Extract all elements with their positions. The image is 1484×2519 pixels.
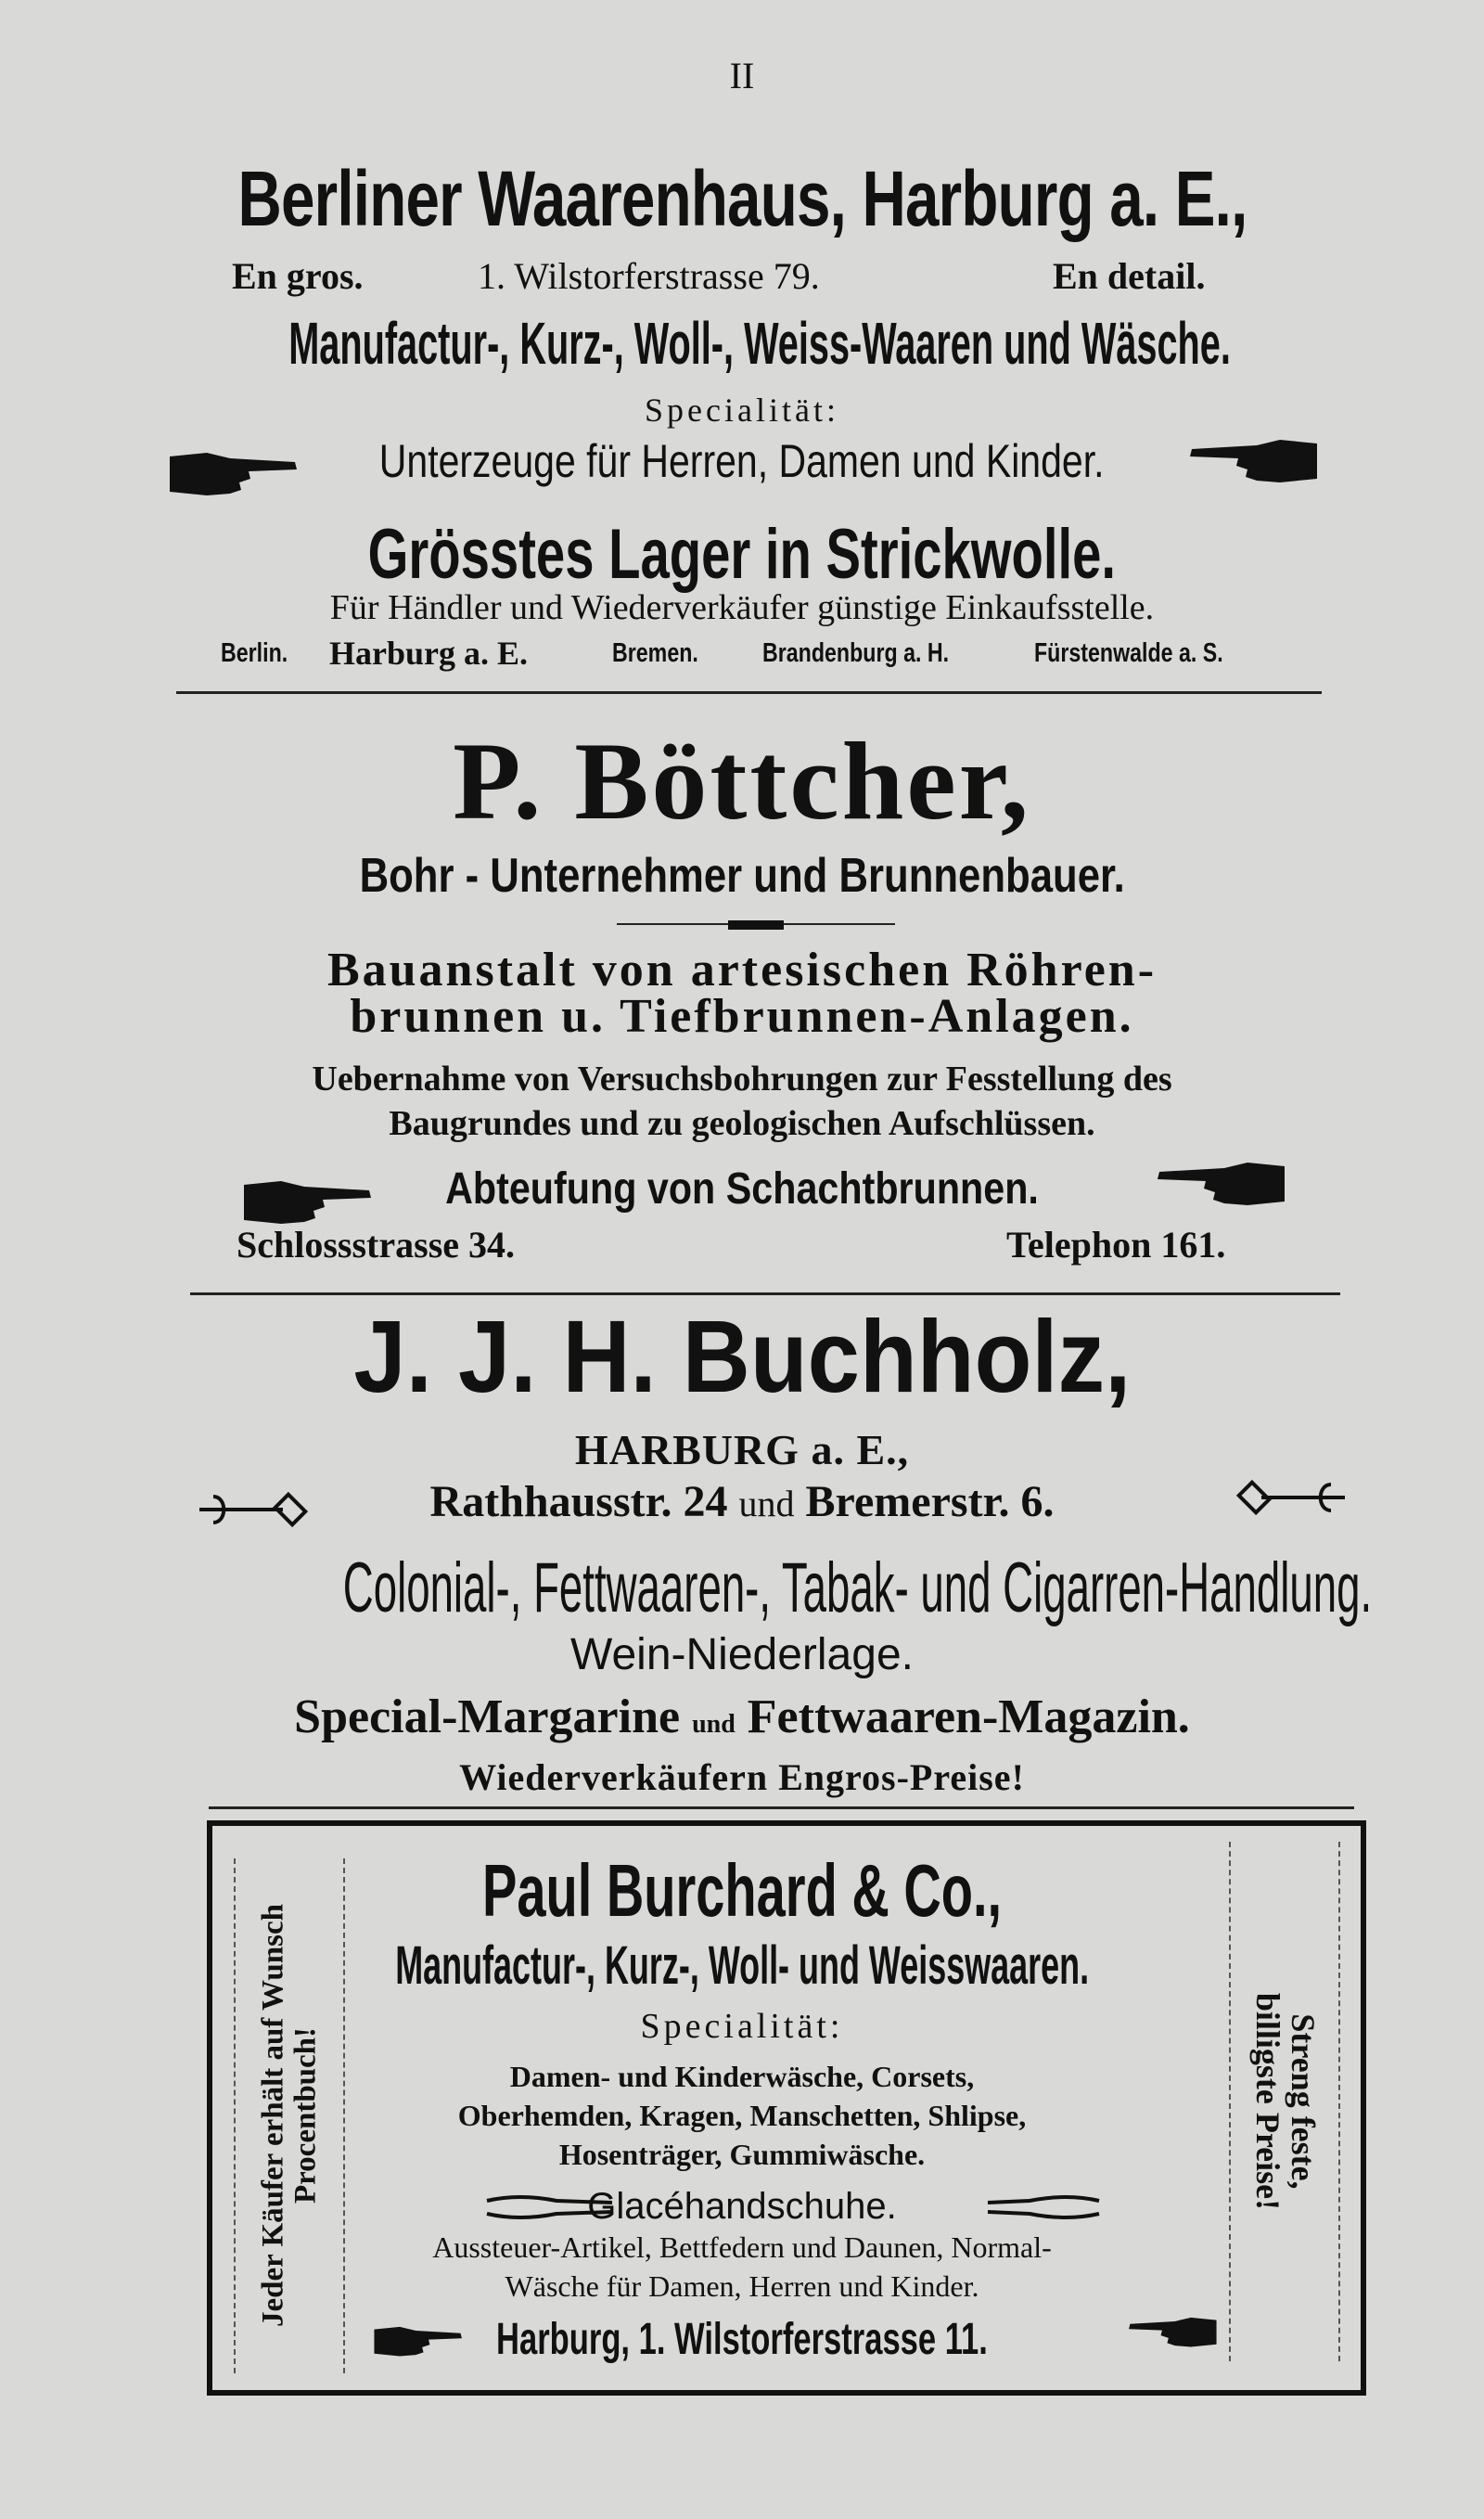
city-harburg: Harburg a. E. bbox=[329, 635, 529, 672]
ad3-title: J. J. H. Buchholz, bbox=[353, 1300, 1131, 1414]
divider-2 bbox=[190, 1292, 1340, 1295]
page-number: II bbox=[729, 55, 755, 96]
ad3-city: HARBURG a. E., bbox=[574, 1426, 910, 1473]
ad3-special-a: Special-Margarine bbox=[294, 1690, 681, 1743]
ad3-special bbox=[0, 1690, 1484, 1743]
ad4-address: Harburg, 1. Wilstorferstrasse 11. bbox=[496, 2315, 988, 2364]
ad2-telephone: Telephon 161. bbox=[1006, 1224, 1226, 1266]
ad1-underwear: Unterzeuge für Herren, Damen und Kinder. bbox=[379, 435, 1105, 487]
divider-1 bbox=[176, 691, 1322, 694]
ad2-address: Schlossstrasse 34. bbox=[237, 1224, 516, 1266]
ad1-specialitaet: Specialität: bbox=[645, 392, 839, 429]
ad1-detail: En detail. bbox=[1053, 255, 1206, 297]
ad4-goods: Manufactur-, Kurz-, Woll- und Weisswaaren. bbox=[395, 1935, 1089, 1996]
pointing-hand-left-icon bbox=[1155, 1155, 1289, 1211]
ad3-und: und bbox=[738, 1483, 795, 1524]
city-brandenburg: Brandenburg a. H. bbox=[762, 638, 950, 668]
ad4-line4: Aussteuer-Artikel, Bettfedern und Daunen, Normal- bbox=[432, 2230, 1052, 2264]
ad4-title: Paul Burchard & Co., bbox=[481, 1849, 1003, 1932]
ad2-line3: Uebernahme von Versuchsbohrungen zur Fesstellung des bbox=[312, 1060, 1172, 1099]
ad3-trade: Colonial-, Fettwaaren-, Tabak- und Cigarren-Handlung. bbox=[342, 1549, 1373, 1627]
ad2-title: P. Böttcher, bbox=[453, 719, 1031, 842]
ad2-line2: brunnen u. Tiefbrunnen-Anlagen. bbox=[350, 990, 1134, 1043]
ad3-resale: Wiederverkäufern Engros-Preise! bbox=[459, 1756, 1025, 1798]
divider-3 bbox=[209, 1806, 1354, 1809]
ad3-wine: Wein-Niederlage. bbox=[570, 1630, 914, 1679]
ornament-right-icon bbox=[1234, 1477, 1350, 1518]
ad4-line1: Damen- und Kinderwäsche, Corsets, bbox=[509, 2060, 975, 2093]
ad3-street2: Bremerstr. 6. bbox=[805, 1477, 1055, 1526]
ad4-line2: Oberhemden, Kragen, Manschetten, Shlipse, bbox=[457, 2099, 1027, 2132]
ad4-right-side-2: billigste Preise! bbox=[1249, 1992, 1286, 2211]
city-fuerstenwalde: Fürstenwalde a. S. bbox=[1034, 638, 1223, 668]
ornament-divider bbox=[617, 919, 895, 932]
ad3-street1: Rathhausstr. 24 bbox=[429, 1477, 728, 1526]
ornament-right-icon bbox=[983, 2191, 1104, 2223]
ad4-specialitaet: Specialität: bbox=[640, 2007, 844, 2046]
ad2-abteufung: Abteufung von Schachtbrunnen. bbox=[445, 1164, 1039, 1214]
ad4-left-side-1: Jeder Käufer erhält auf Wunsch bbox=[256, 1904, 290, 2327]
ad1-address: 1. Wilstorferstrasse 79. bbox=[478, 255, 820, 297]
ad1-goods: Manufactur-, Kurz-, Woll-, Weiss-Waaren und Wäsche. bbox=[288, 310, 1231, 377]
ad3-special-und: und bbox=[692, 1710, 736, 1739]
pointing-hand-left-icon bbox=[1187, 432, 1322, 488]
city-berlin: Berlin. bbox=[221, 638, 288, 668]
city-bremen: Bremen. bbox=[612, 638, 698, 668]
ad4-gloves: Glacéhandschuhe. bbox=[587, 2186, 897, 2227]
ad2-line1: Bauanstalt von artesischen Röhren- bbox=[326, 944, 1158, 996]
ad4-line5: Wäsche für Damen, Herren und Kinder. bbox=[505, 2269, 979, 2303]
ad2-line4: Baugrundes und zu geologischen Aufschlüssen. bbox=[389, 1104, 1095, 1143]
ad2-subtitle: Bohr - Unternehmer und Brunnenbauer. bbox=[359, 849, 1125, 903]
ad3-special-b: Fettwaaren-Magazin. bbox=[747, 1690, 1190, 1743]
ad1-engros: En gros. bbox=[232, 255, 364, 297]
ad1-dealers: Für Händler und Wiederverkäufer günstige Einkaufsstelle. bbox=[329, 588, 1155, 627]
ad1-title: Berliner Waarenhaus, Harburg a. E., bbox=[237, 155, 1247, 242]
ad4-right-side-1: Streng feste, bbox=[1284, 2013, 1322, 2190]
pointing-hand-left-icon bbox=[1127, 2312, 1220, 2351]
ad4-left-side-2: Procentbuch! bbox=[288, 2026, 322, 2204]
ad1-lager: Grösstes Lager in Strickwolle. bbox=[367, 515, 1117, 594]
ad4-line3: Hosenträger, Gummiwäsche. bbox=[558, 2138, 926, 2171]
